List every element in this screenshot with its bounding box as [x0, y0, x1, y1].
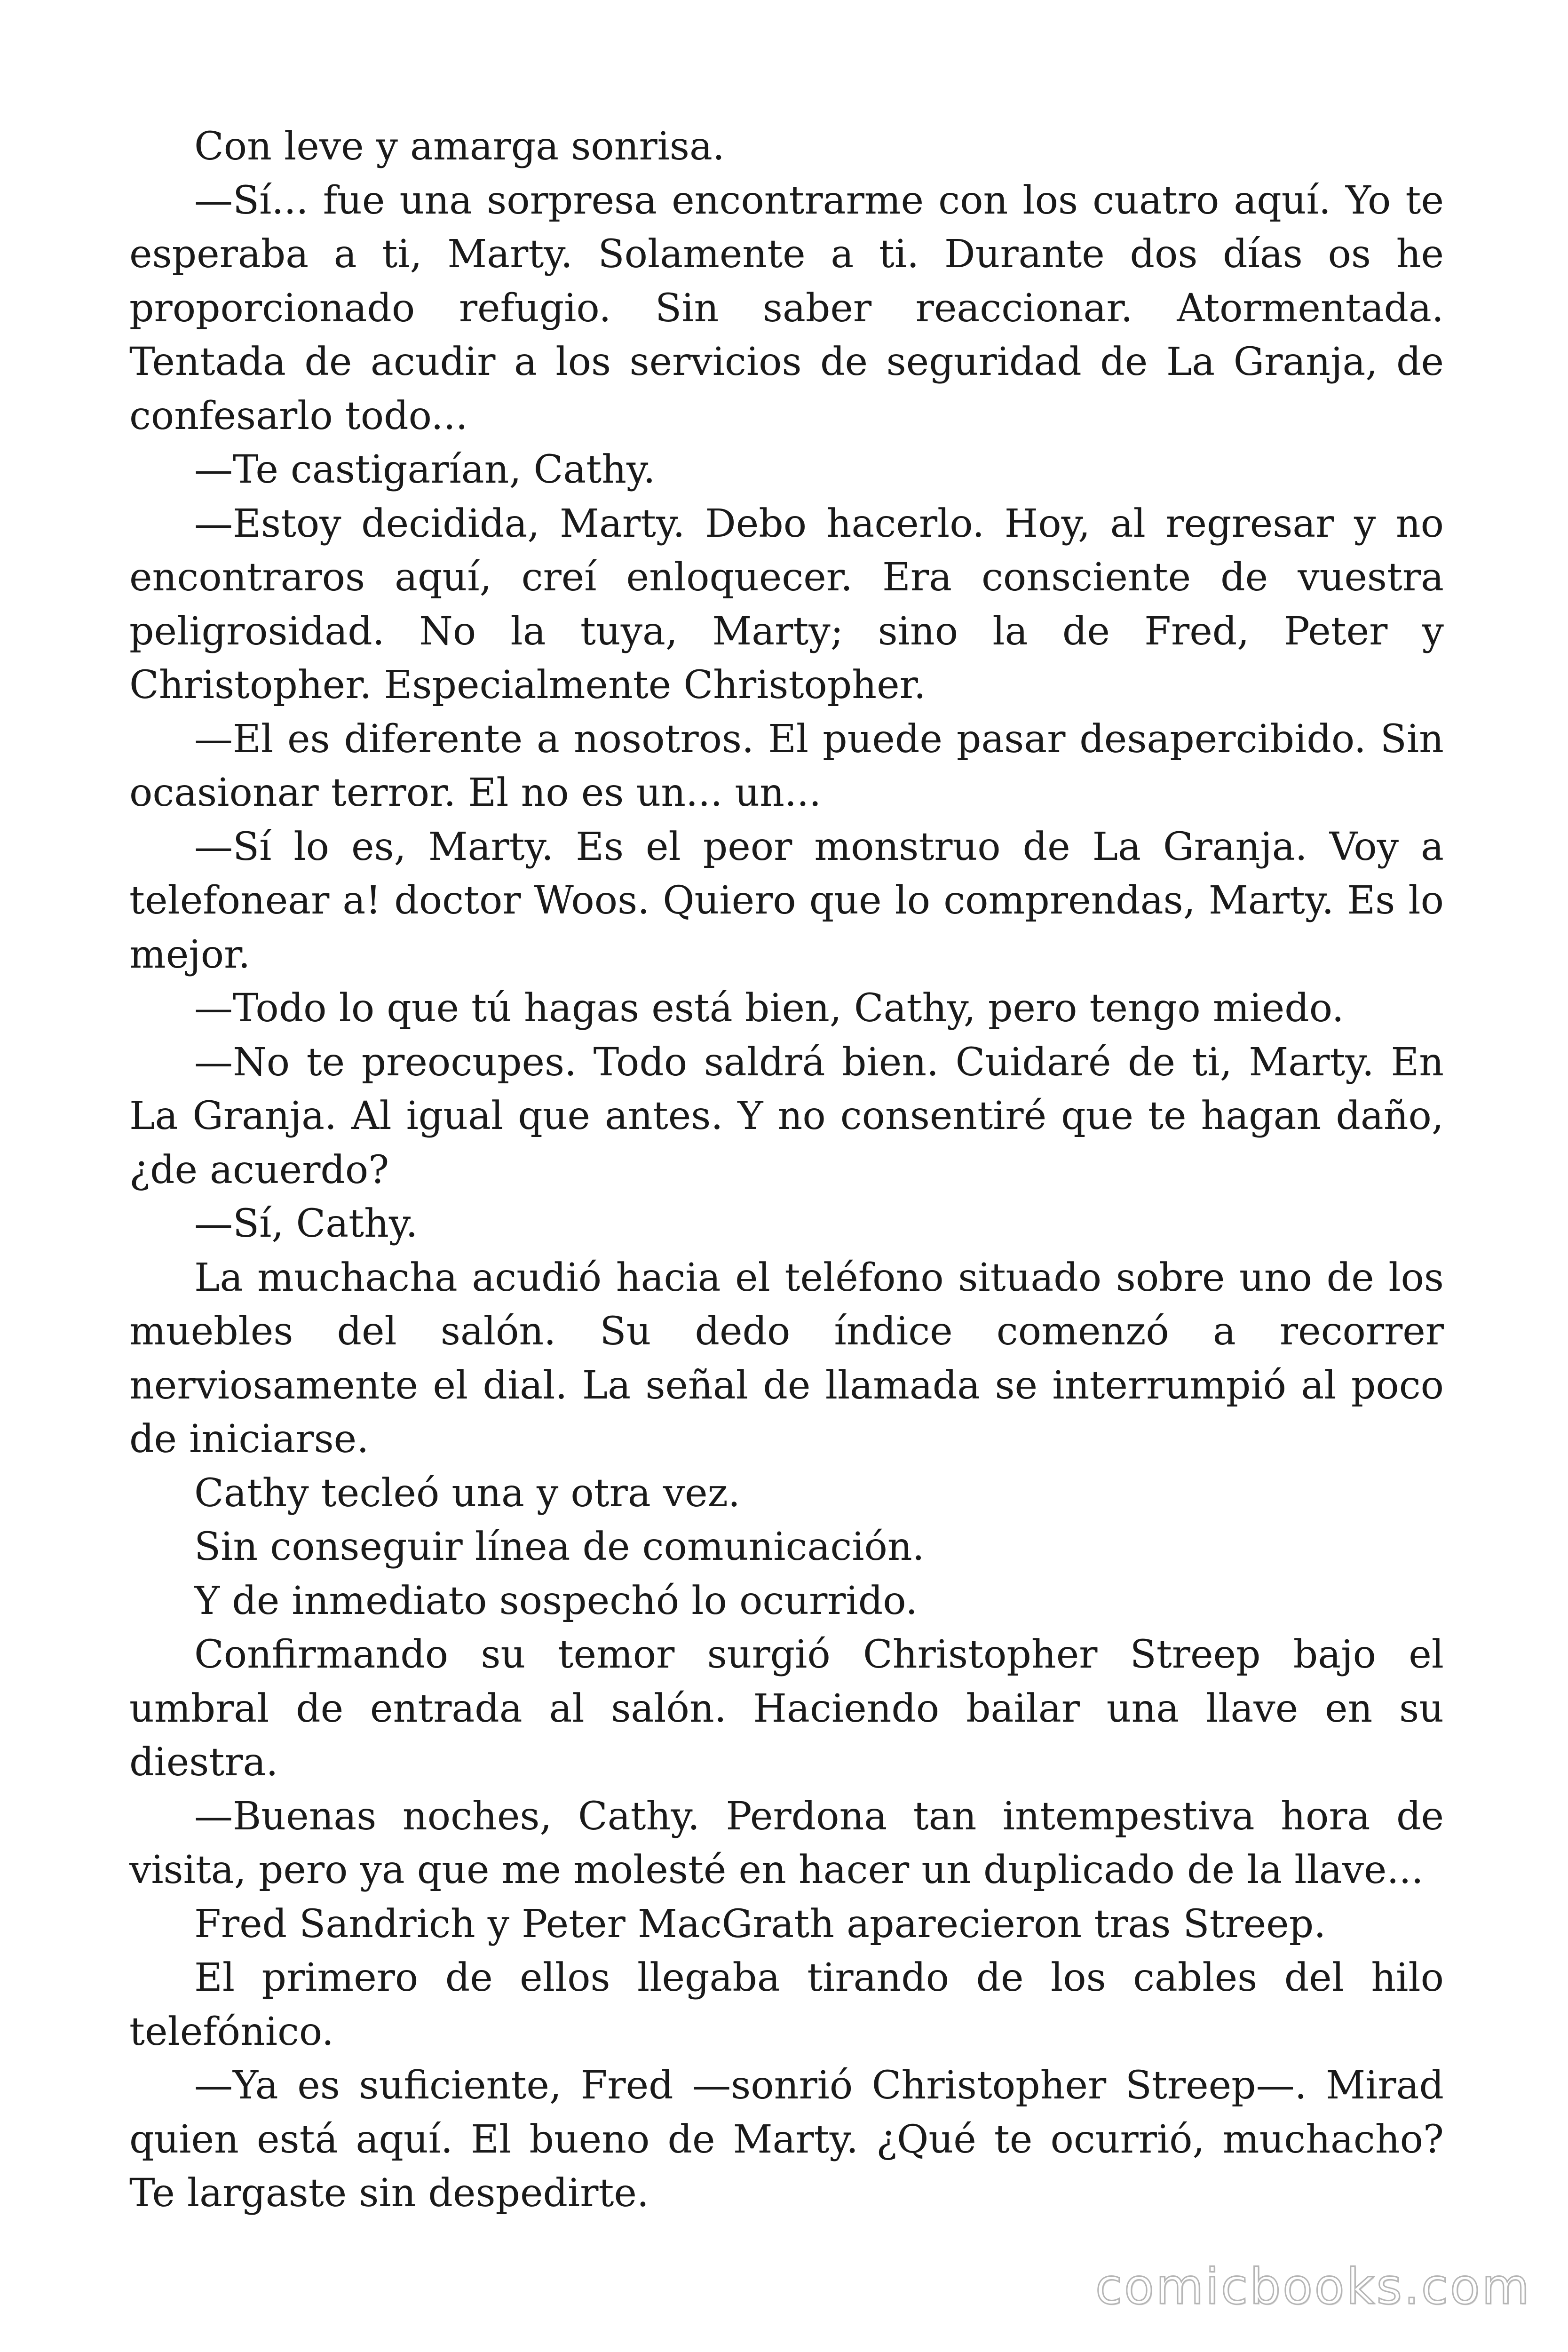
paragraph: —Te castigarían, Cathy.: [194, 447, 656, 492]
paragraph: —Ya es suficiente, Fred —sonrió Christopher Streep—. Mirad quien está aquí. El bueno de Marty. ¿Qué te ocurrió, muchacho? Te largaste sin despedirte.: [129, 2063, 1444, 2216]
paragraph: La muchacha acudió hacia el teléfono situado sobre uno de los muebles del salón. Su dedo índice comenzó a recorrer nerviosamente el dial. La señal de llamada se interrumpió al poco de iniciarse.: [129, 1255, 1444, 1462]
paragraph: —No te preocupes. Todo saldrá bien. Cuidaré de ti, Marty. En La Granja. Al igual que antes. Y no consentiré que te hagan daño, ¿de acuerdo?: [129, 1040, 1444, 1192]
paragraph: —Estoy decidida, Marty. Debo hacerlo. Hoy, al regresar y no encontraros aquí, creí enloquecer. Era consciente de vuestra peligrosidad. No la tuya, Marty; sino la de Fred, Peter y Christopher. Especialmente Christopher.: [129, 501, 1444, 707]
paragraph: —Sí lo es, Marty. Es el peor monstruo de La Granja. Voy a telefonear a! doctor Woos. Quiero que lo comprendas, Marty. Es lo mejor.: [129, 824, 1444, 977]
paragraph: Sin conseguir línea de comunicación.: [194, 1525, 925, 1569]
paragraph: Cathy tecleó una y otra vez.: [194, 1470, 740, 1516]
paragraph: —Sí... fue una sorpresa encontrarme con los cuatro aquí. Yo te esperaba a ti, Marty. Solamente a ti. Durante dos días os he proporcionado refugio. Sin saber reaccionar. Atormentada. Tentada de acudir a los servicios de seguridad de La Granja, de confesarlo todo...: [129, 178, 1444, 438]
paragraph: —Buenas noches, Cathy. Perdona tan intempestiva hora de visita, pero ya que me molesté en hacer un duplicado de la llave...: [129, 1794, 1444, 1892]
paragraph: Fred Sandrich y Peter MacGrath aparecieron tras Streep.: [194, 1901, 1326, 1947]
paragraph: Y de inmediato sospechó lo ocurrido.: [194, 1578, 918, 1623]
watermark: comicbooks.com: [1095, 2258, 1531, 2315]
paragraph: Con leve y amarga sonrisa.: [194, 124, 725, 169]
body-text: [129, 120, 1444, 2221]
paragraph: —Sí, Cathy.: [194, 1201, 418, 1246]
paragraph: —El es diferente a nosotros. El puede pasar desapercibido. Sin ocasionar terror. El no es un... un...: [129, 716, 1444, 815]
paragraph: Confirmando su temor surgió Christopher Streep bajo el umbral de entrada al salón. Haciendo bailar una llave en su diestra.: [129, 1632, 1444, 1785]
paragraph: El primero de ellos llegaba tirando de los cables del hilo telefónico.: [129, 1955, 1444, 2054]
paragraph: —Todo lo que tú hagas está bien, Cathy, pero tengo miedo.: [194, 986, 1344, 1031]
